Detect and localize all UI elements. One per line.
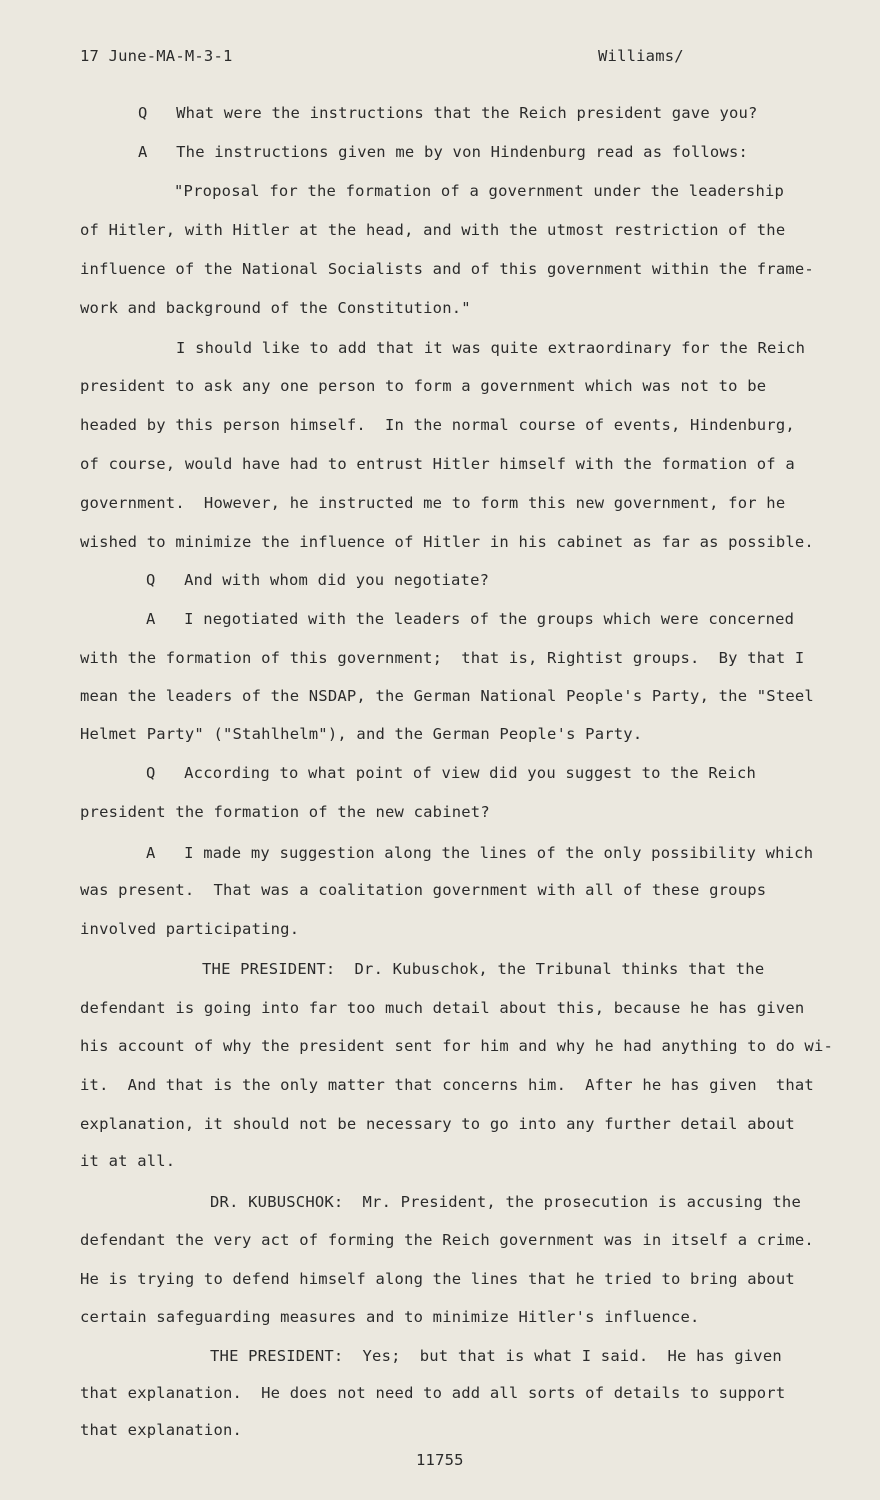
- text-line: wished to minimize the influence of Hitler in his cabinet as far as possible.: [80, 533, 814, 551]
- text-line: THE PRESIDENT: Yes; but that is what I said. He has given: [210, 1347, 782, 1365]
- text-line: that explanation.: [80, 1421, 243, 1439]
- text-line: Q And with whom did you negotiate?: [146, 571, 490, 589]
- text-line: DR. KUBUSCHOK: Mr. President, the prosecution is accusing the: [210, 1193, 801, 1211]
- text-line: of course, would have had to entrust Hitler himself with the formation of a: [80, 455, 795, 473]
- text-line: He is trying to defend himself along the lines that he tried to bring about: [80, 1270, 795, 1288]
- text-line: government. However, he instructed me to form this new government, for he: [80, 494, 786, 512]
- text-line: mean the leaders of the NSDAP, the German National People's Party, the "Steel: [80, 687, 814, 705]
- text-line: Q What were the instructions that the Reich president gave you?: [138, 104, 758, 122]
- text-line: influence of the National Socialists and of this government within the frame-: [80, 260, 814, 278]
- text-line: was present. That was a coalitation government with all of these groups: [80, 881, 767, 899]
- text-line: involved participating.: [80, 920, 300, 938]
- header-right: Williams/: [598, 47, 684, 65]
- text-line: explanation, it should not be necessary to go into any further detail about: [80, 1115, 795, 1133]
- text-line: work and background of the Constitution.": [80, 299, 471, 317]
- text-line: headed by this person himself. In the normal course of events, Hindenburg,: [80, 416, 795, 434]
- text-line: that explanation. He does not need to add all sorts of details to support: [80, 1384, 786, 1402]
- text-line: THE PRESIDENT: Dr. Kubuschok, the Tribunal thinks that the: [202, 960, 765, 978]
- text-line: A I negotiated with the leaders of the groups which were concerned: [146, 610, 795, 628]
- text-line: A The instructions given me by von Hindenburg read as follows:: [138, 143, 749, 161]
- text-line: certain safeguarding measures and to minimize Hitler's influence.: [80, 1308, 700, 1326]
- text-line: president to ask any one person to form a government which was not to be: [80, 377, 767, 395]
- text-line: defendant is going into far too much detail about this, because he has given: [80, 999, 805, 1017]
- text-line: of Hitler, with Hitler at the head, and with the utmost restriction of the: [80, 221, 786, 239]
- text-line: defendant the very act of forming the Reich government was in itself a crime.: [80, 1231, 814, 1249]
- page-number: 11755: [416, 1451, 464, 1469]
- text-line: A I made my suggestion along the lines of the only possibility which: [146, 844, 814, 862]
- text-line: Helmet Party" ("Stahlhelm"), and the German People's Party.: [80, 725, 643, 743]
- text-line: his account of why the president sent for him and why he had anything to do wi-: [80, 1037, 834, 1055]
- text-line: Q According to what point of view did you suggest to the Reich: [146, 764, 757, 782]
- text-line: president the formation of the new cabinet?: [80, 803, 490, 821]
- text-line: I should like to add that it was quite extraordinary for the Reich: [176, 339, 806, 357]
- text-line: "Proposal for the formation of a government under the leadership: [174, 182, 785, 200]
- text-line: it at all.: [80, 1152, 176, 1170]
- text-line: with the formation of this government; that is, Rightist groups. By that I: [80, 649, 805, 667]
- text-line: it. And that is the only matter that concerns him. After he has given that: [80, 1076, 814, 1094]
- header-left: 17 June-MA-M-3-1: [80, 47, 233, 65]
